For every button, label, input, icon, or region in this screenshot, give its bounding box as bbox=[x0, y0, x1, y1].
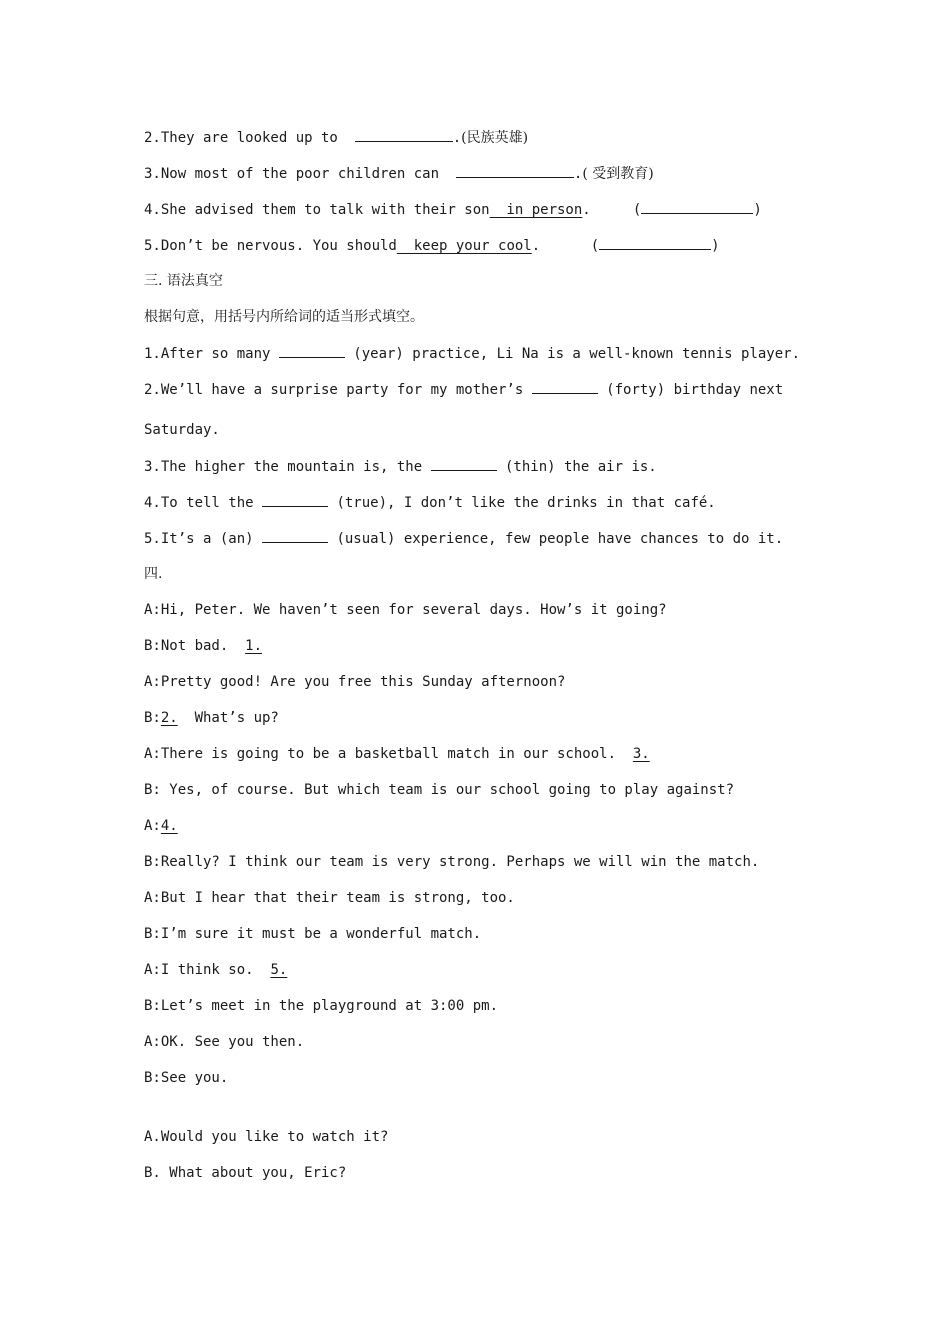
section3-heading: 三. 语法真空 bbox=[144, 273, 223, 289]
answer-blank[interactable] bbox=[262, 528, 328, 543]
dialogue-line: B:Let’s meet in the playground at 3:00 pm. bbox=[144, 998, 499, 1014]
section4-heading: 四. bbox=[144, 566, 163, 582]
dialogue-blank-number[interactable]: 5. bbox=[270, 962, 288, 978]
dialogue-line: B: Yes, of course. But which team is our school going to play against? bbox=[144, 782, 735, 798]
dialogue-line: A:4. bbox=[144, 818, 178, 834]
s3-question-1: 1.After so many (year) practice, Li Na is a well-known tennis player. bbox=[144, 343, 800, 364]
s3-question-4: 4.To tell the (true), I don’t like the drinks in that café. bbox=[144, 492, 716, 513]
chinese-hint: ( 受到教育) bbox=[582, 166, 654, 182]
s2-question-3: 3.Now most of the poor children can .( 受到教育) bbox=[144, 163, 654, 184]
s2-question-4: 4.She advised them to talk with their son in person. ( ) bbox=[144, 199, 762, 220]
chinese-hint: (民族英雄) bbox=[461, 130, 529, 146]
dialogue-line: B:2. What’s up? bbox=[144, 710, 279, 726]
s2-q2-text: 2.They are looked up to bbox=[144, 130, 355, 146]
s2-question-2: 2.They are looked up to .(民族英雄) bbox=[144, 127, 528, 148]
dialogue-line: A:Pretty good! Are you free this Sunday afternoon? bbox=[144, 674, 566, 690]
underlined-phrase: in person bbox=[489, 202, 583, 218]
answer-blank[interactable] bbox=[262, 492, 328, 507]
dialogue-line: B:Really? I think our team is very strong. Perhaps we will win the match. bbox=[144, 854, 760, 870]
s3-question-2: 2.We’ll have a surprise party for my mother’s (forty) birthday next bbox=[144, 379, 783, 400]
option-a: A.Would you like to watch it? bbox=[144, 1129, 389, 1145]
s2-q3-text: 3.Now most of the poor children can bbox=[144, 166, 456, 182]
answer-blank[interactable] bbox=[431, 456, 497, 471]
dialogue-line: B:Not bad. 1. bbox=[144, 638, 263, 654]
dialogue-blank-number[interactable]: 2. bbox=[160, 710, 178, 726]
answer-blank[interactable] bbox=[532, 379, 598, 394]
dialogue-line: A:I think so. 5. bbox=[144, 962, 288, 978]
dialogue-line: A:But I hear that their team is strong, too. bbox=[144, 890, 515, 906]
s3-question-5: 5.It’s a (an) (usual) experience, few people have chances to do it. bbox=[144, 528, 783, 549]
s2-question-5: 5.Don’t be nervous. You should keep your cool. ( ) bbox=[144, 235, 720, 256]
s3-question-3: 3.The higher the mountain is, the (thin) the air is. bbox=[144, 456, 657, 477]
dialogue-line: B:See you. bbox=[144, 1070, 229, 1086]
answer-blank[interactable] bbox=[599, 235, 711, 250]
dialogue-blank-number[interactable]: 4. bbox=[160, 818, 178, 834]
dialogue-blank-number[interactable]: 3. bbox=[632, 746, 650, 762]
answer-blank[interactable] bbox=[456, 163, 574, 178]
s3-question-2-continued: Saturday. bbox=[144, 422, 220, 438]
dialogue-line: A:Hi, Peter. We haven’t seen for several days. How’s it going? bbox=[144, 602, 667, 618]
option-b: B. What about you, Eric? bbox=[144, 1165, 347, 1181]
answer-blank[interactable] bbox=[279, 343, 345, 358]
dialogue-line: B:I’m sure it must be a wonderful match. bbox=[144, 926, 482, 942]
section3-instruction: 根据句意，用括号内所给词的适当形式填空。 bbox=[144, 309, 424, 325]
answer-blank[interactable] bbox=[641, 199, 753, 214]
underlined-phrase: keep your cool bbox=[396, 238, 532, 254]
dialogue-blank-number[interactable]: 1. bbox=[245, 638, 263, 654]
dialogue-line: A:OK. See you then. bbox=[144, 1034, 305, 1050]
answer-blank[interactable] bbox=[355, 127, 453, 142]
dialogue-line: A:There is going to be a basketball match in our school. 3. bbox=[144, 746, 650, 762]
